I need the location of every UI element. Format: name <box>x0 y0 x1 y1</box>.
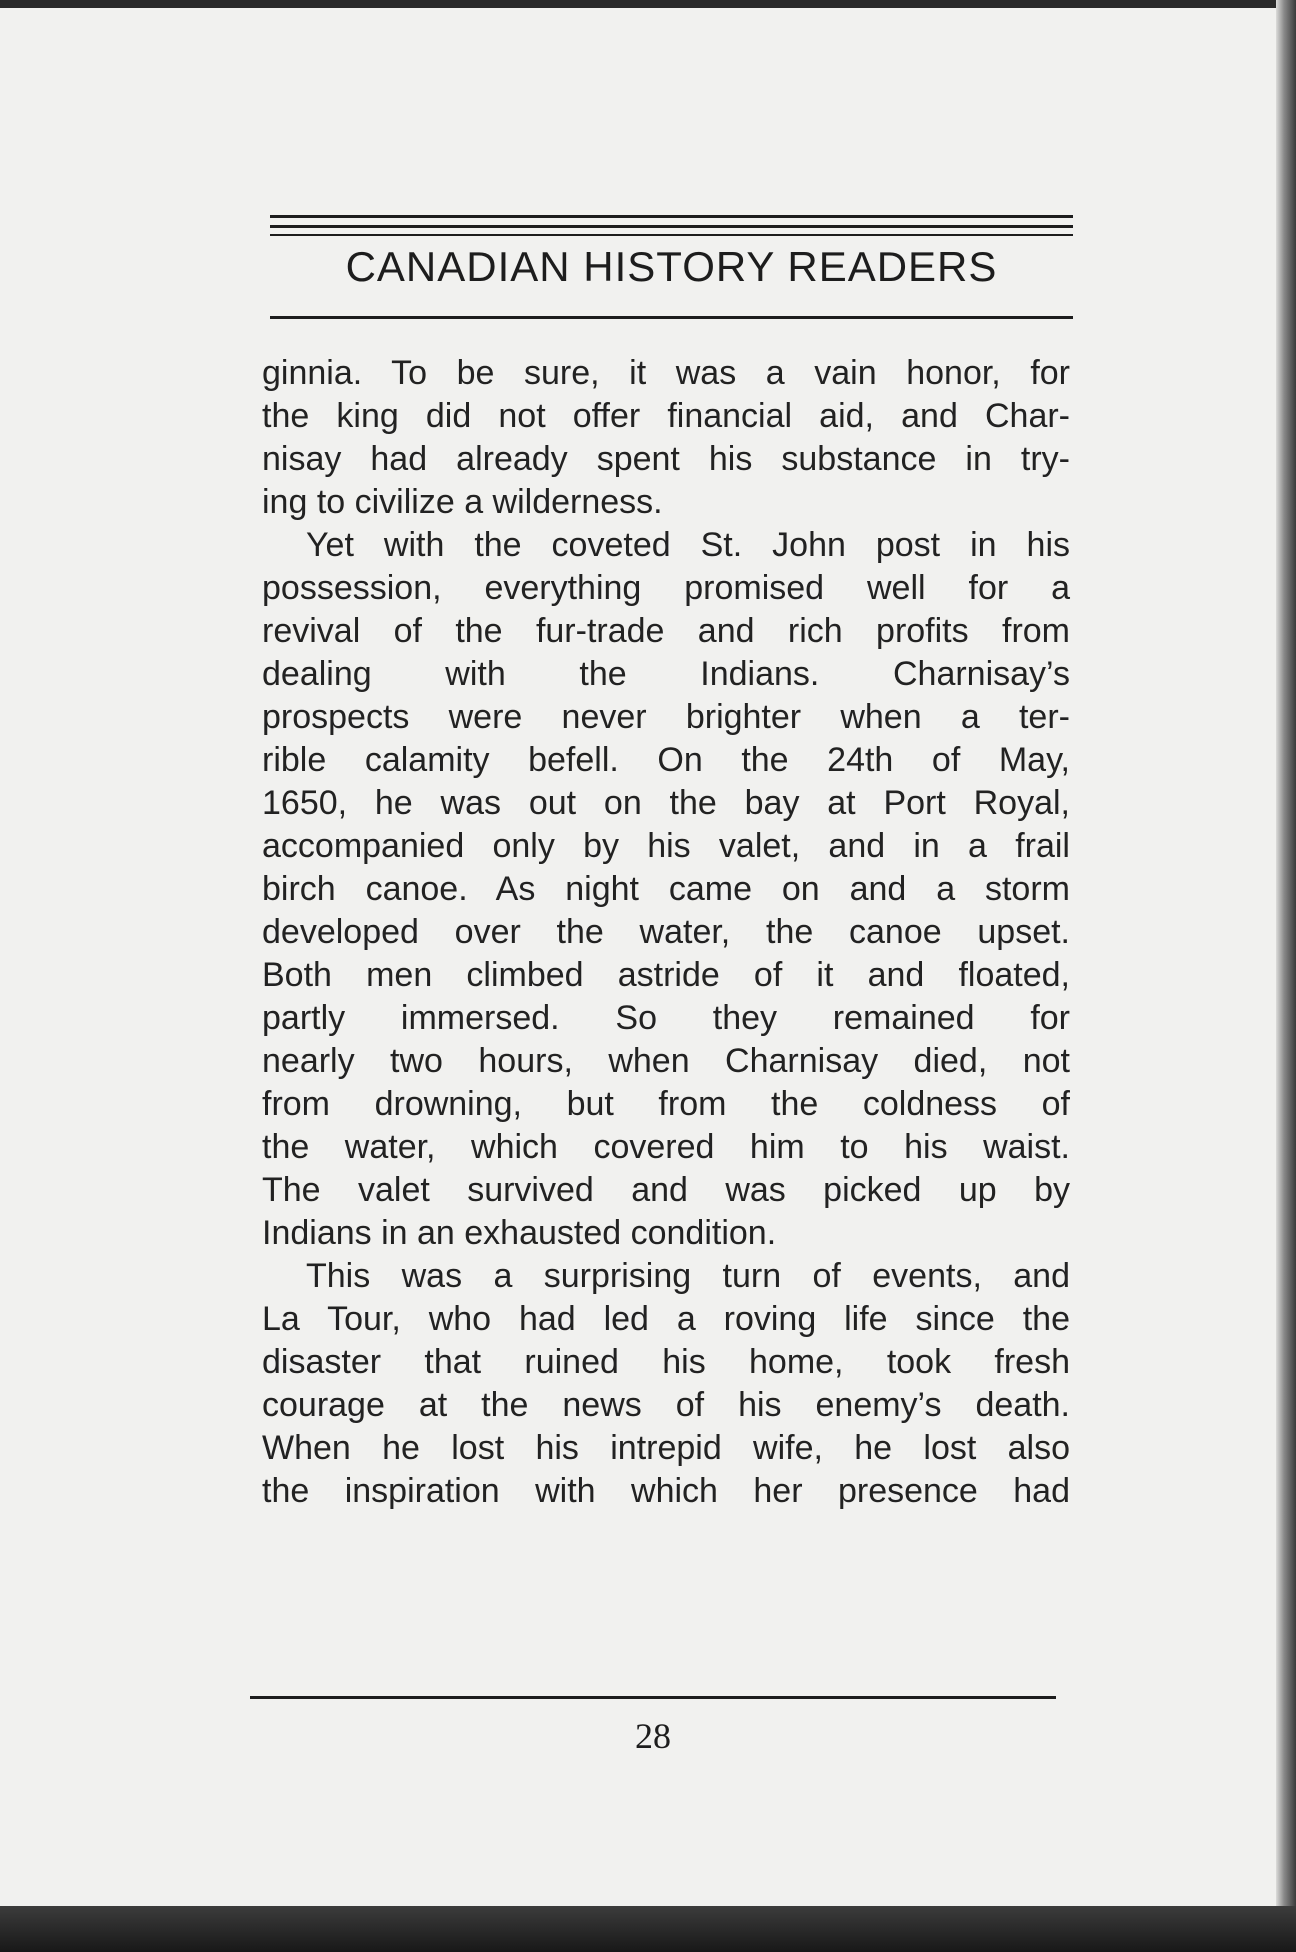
text-line: ing to civilize a wilderness. <box>262 483 663 521</box>
text-line: dealing with the Indians. Charnisay’s <box>262 655 1070 693</box>
text-line: prospects were never brighter when a ter- <box>262 698 1070 736</box>
text-line: ginnia. To be sure, it was a vain honor, for <box>262 354 1070 392</box>
text-line: revival of the fur-trade and rich profits from <box>262 612 1070 650</box>
text-line: the king did not offer financial aid, and Char- <box>262 397 1070 435</box>
body-text <box>262 352 1070 1513</box>
text-line: rible calamity befell. On the 24th of May, <box>262 741 1070 779</box>
text-line: accompanied only by his valet, and in a frail <box>262 827 1070 865</box>
text-line: birch canoe. As night came on and a storm <box>262 870 1070 908</box>
text-line: disaster that ruined his home, took fresh <box>262 1343 1070 1381</box>
text-line: Indians in an exhausted condition. <box>262 1214 777 1252</box>
running-head: CANADIAN HISTORY READERS <box>345 243 998 290</box>
text-line: the inspiration with which her presence had <box>262 1472 1070 1510</box>
text-line: from drowning, but from the coldness of <box>262 1085 1070 1123</box>
text-line: This was a surprising turn of events, and <box>306 1257 1070 1295</box>
header-rule-top <box>270 215 1073 218</box>
header-rule-middle <box>270 225 1073 228</box>
text-line: nearly two hours, when Charnisay died, not <box>262 1042 1070 1080</box>
bottom-page-edge <box>0 1906 1296 1952</box>
page-number: 28 <box>635 1716 671 1756</box>
page-gutter-edge <box>1276 0 1296 1952</box>
text-line: partly immersed. So they remained for <box>262 999 1070 1037</box>
text-line: courage at the news of his enemy’s death. <box>262 1386 1070 1424</box>
text-line: La Tour, who had led a roving life since the <box>262 1300 1070 1338</box>
footer-rule <box>250 1696 1056 1699</box>
text-line: The valet survived and was picked up by <box>262 1171 1070 1209</box>
text-line: the water, which covered him to his waist. <box>262 1128 1070 1166</box>
text-line: Both men climbed astride of it and floated, <box>262 956 1070 994</box>
header-rule-bottom <box>270 316 1073 319</box>
text-line: When he lost his intrepid wife, he lost also <box>262 1429 1070 1467</box>
text-line: nisay had already spent his substance in try- <box>262 440 1070 478</box>
header-rule-inner <box>270 234 1073 236</box>
text-line: developed over the water, the canoe upset. <box>262 913 1070 951</box>
text-line: 1650, he was out on the bay at Port Royal, <box>262 784 1070 822</box>
text-line: Yet with the coveted St. John post in his <box>306 526 1070 564</box>
text-line: possession, everything promised well for a <box>262 569 1070 607</box>
